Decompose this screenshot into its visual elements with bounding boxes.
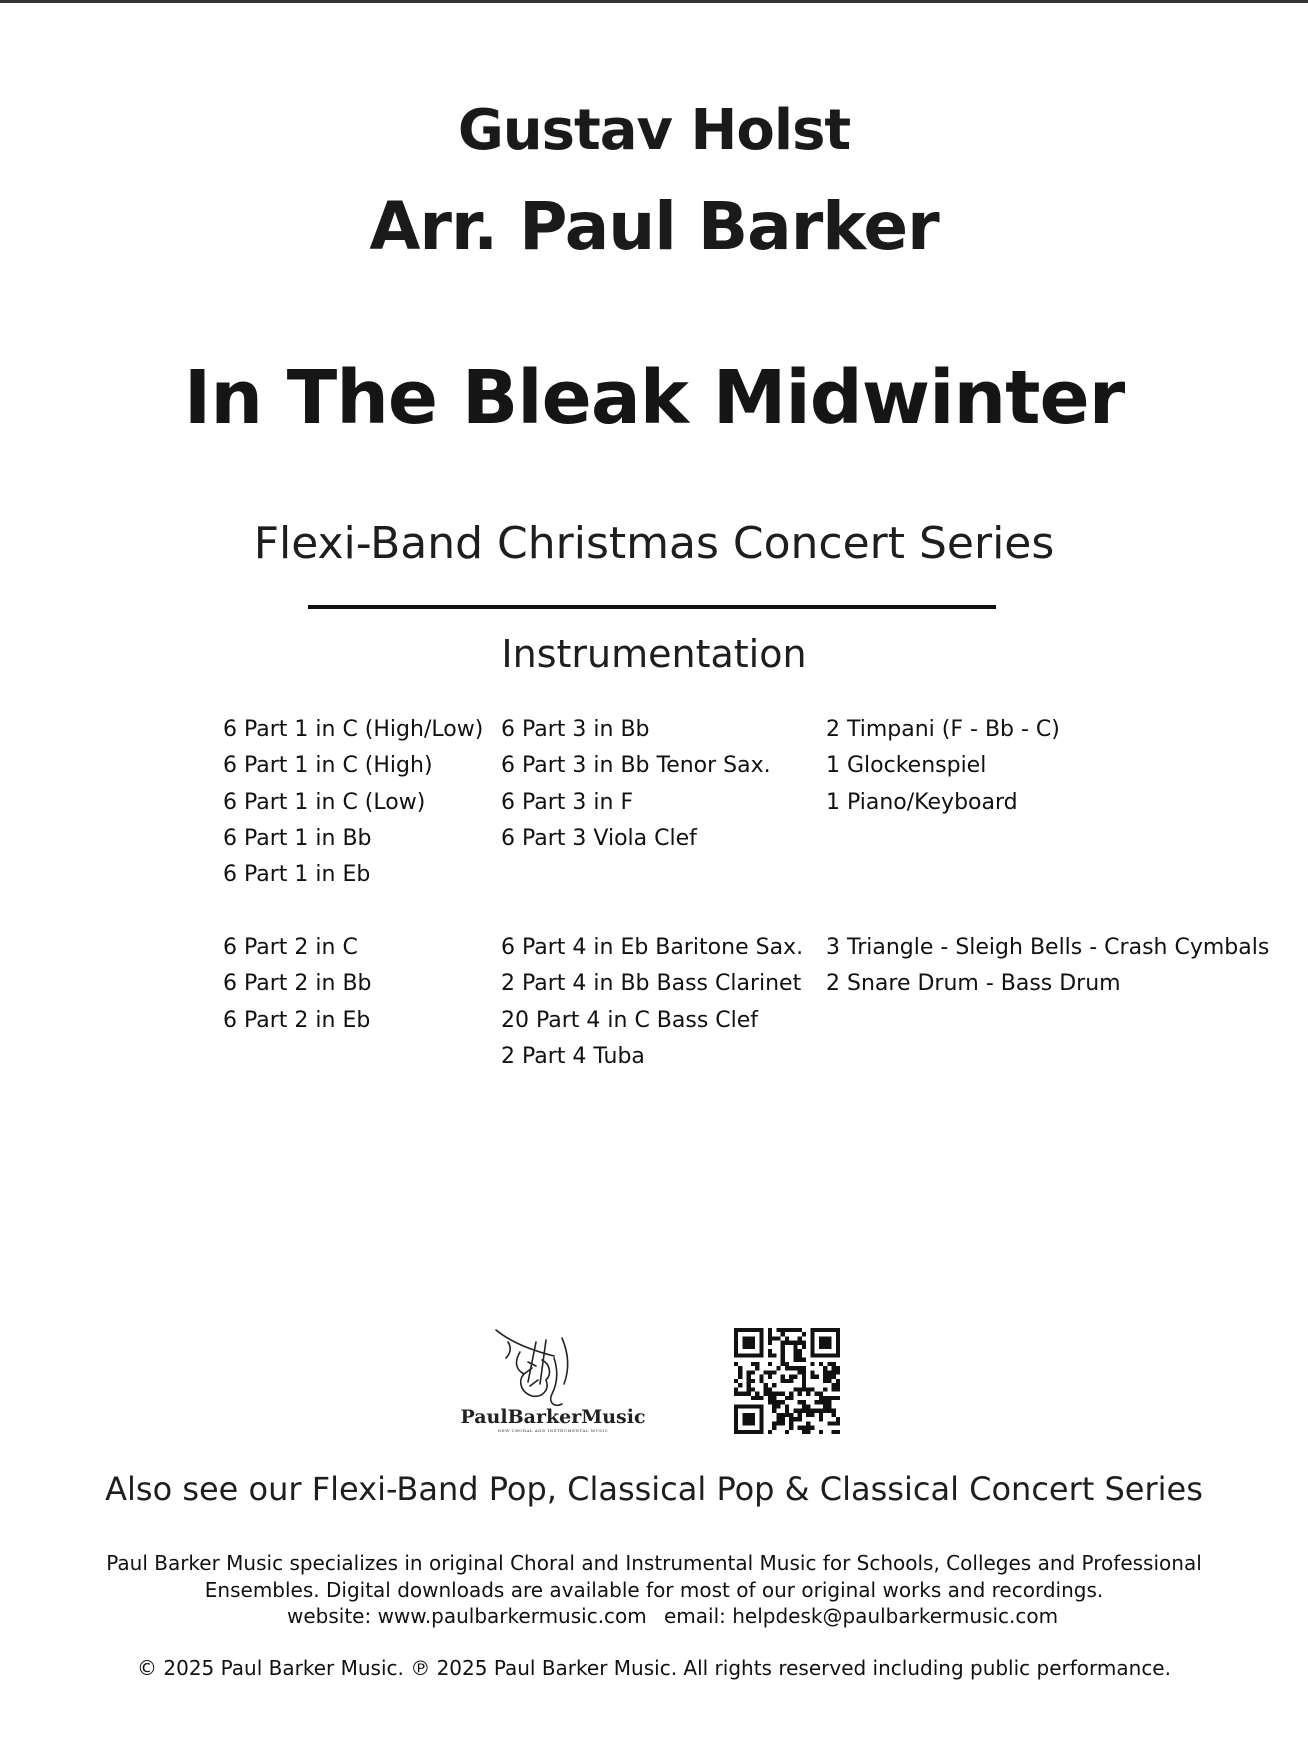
piece-title: In The Bleak Midwinter: [183, 355, 1125, 441]
instrument-line: 3 Triangle - Sleigh Bells - Crash Cymbals: [826, 935, 1270, 960]
series-name: Flexi-Band Christmas Concert Series: [253, 518, 1055, 569]
instrumentation-group2-col3: [826, 930, 1269, 1003]
instrument-line: 6 Part 1 in C (High/Low): [223, 717, 484, 742]
instrument-line: 2 Part 4 Tuba: [501, 1043, 645, 1069]
instrument-line: 6 Part 3 in Bb: [501, 717, 650, 742]
email-link[interactable]: email: helpdesk@paulbarkermusic.com: [664, 1604, 1059, 1628]
instrument-line: 6 Part 3 Viola Clef: [501, 825, 697, 851]
paul-barker-music-logo[interactable]: [458, 1322, 648, 1434]
instrument-line: 6 Part 2 in Bb: [223, 971, 372, 997]
website-link[interactable]: website: www.paulbarkermusic.com: [287, 1604, 647, 1628]
instrument-line: 2 Snare Drum - Bass Drum: [826, 971, 1121, 997]
divider-rule: [308, 605, 996, 609]
arranger-name: Arr. Paul Barker: [369, 188, 939, 265]
qr-code-icon: [734, 1328, 840, 1434]
instrument-line: 6 Part 1 in Eb: [223, 862, 371, 888]
instrumentation-group1-col1: [223, 712, 483, 893]
instrument-line: 6 Part 3 in F: [501, 789, 634, 815]
logo-tagline: NEW CHORAL AND INSTRUMENTAL MUSIC: [497, 1428, 609, 1433]
instrumentation-heading: Instrumentation: [501, 632, 807, 676]
copyright-notice: © 2025 Paul Barker Music. ℗ 2025 Paul Barker Music. All rights reserved including public performance.: [137, 1656, 1171, 1680]
instrument-line: 6 Part 1 in Bb: [223, 825, 372, 851]
instrumentation-group1-col3: [826, 712, 1060, 821]
instrument-line: 20 Part 4 in C Bass Clef: [501, 1007, 759, 1033]
instrument-line: 6 Part 1 in C (High): [223, 753, 433, 779]
top-border-line: [0, 0, 1308, 3]
qr-code[interactable]: [734, 1328, 840, 1434]
instrument-line: 1 Piano/Keyboard: [826, 789, 1018, 815]
instrument-line: 6 Part 1 in C (Low): [223, 789, 426, 815]
composer-name: Gustav Holst: [457, 98, 851, 163]
instrumentation-group2-col1: [223, 930, 372, 1039]
instrument-line: 2 Part 4 in Bb Bass Clarinet: [501, 971, 802, 997]
also-see-series: Also see our Flexi-Band Pop, Classical Pop & Classical Concert Series: [105, 1470, 1203, 1508]
instrument-line: 6 Part 2 in C: [223, 935, 358, 960]
instrument-line: 1 Glockenspiel: [826, 753, 987, 779]
about-text: Paul Barker Music specializes in original Choral and Instrumental Music for Schools, Colleges and Professional Ensembles. Digital downloads are available for most of our original works and recordings.: [106, 1551, 1202, 1602]
instrument-line: 6 Part 3 in Bb Tenor Sax.: [501, 753, 771, 779]
instrumentation-group2-col2: [501, 930, 803, 1075]
instrument-line: 2 Timpani (F - Bb - C): [826, 717, 1060, 742]
instrument-line: 6 Part 4 in Eb Baritone Sax.: [501, 935, 804, 960]
logo-wordmark: PaulBarkerMusic: [460, 1406, 646, 1428]
instrument-line: 6 Part 2 in Eb: [223, 1007, 371, 1033]
instrumentation-group1-col2: [501, 712, 771, 857]
